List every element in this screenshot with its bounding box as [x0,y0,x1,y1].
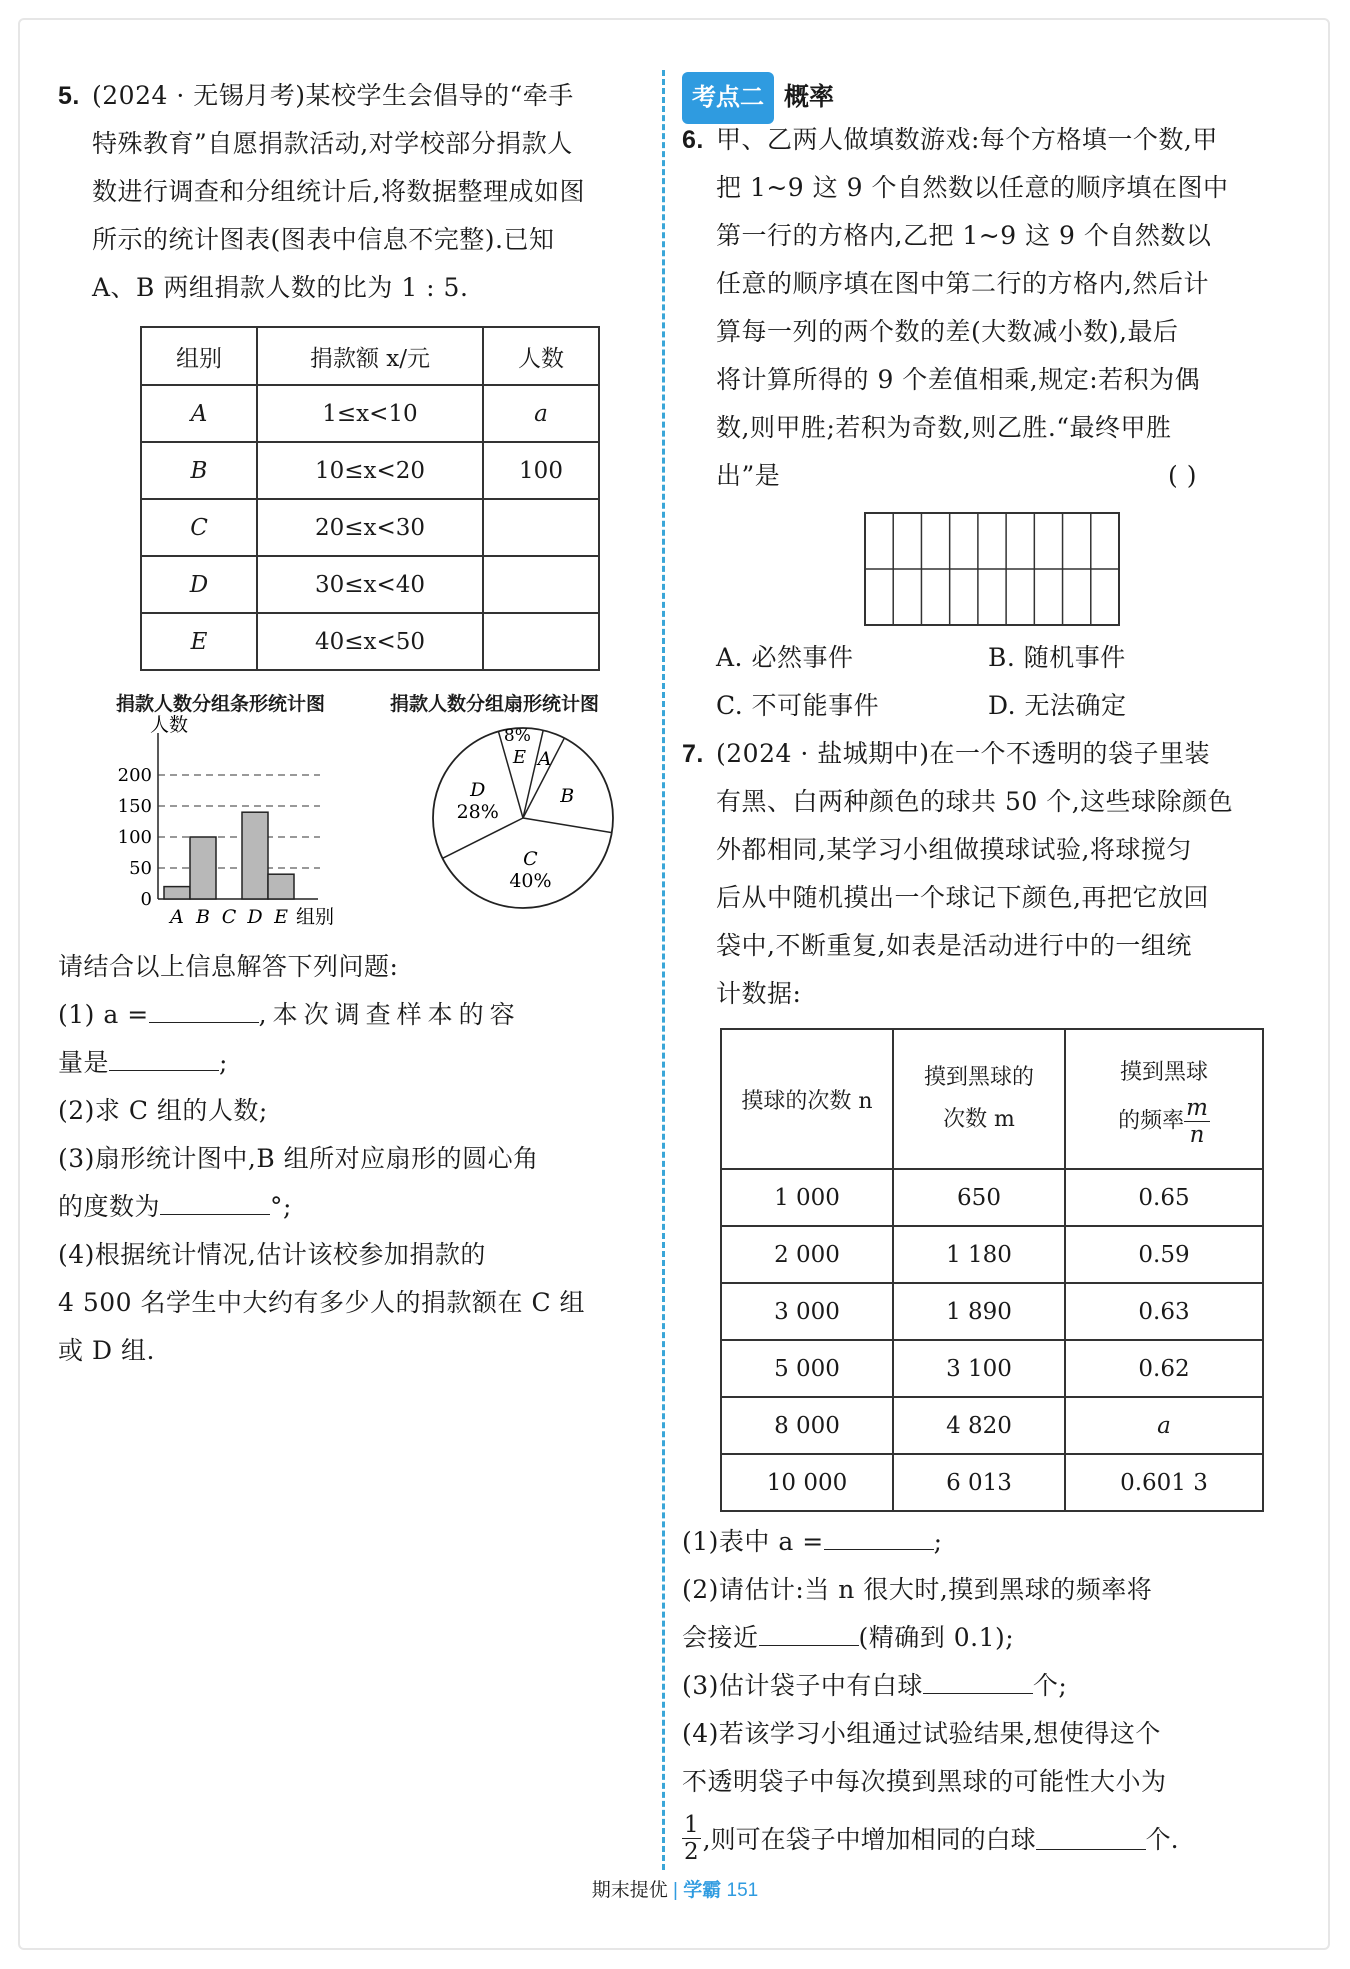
x-tick-label: A [170,906,184,928]
frac-denominator: 2 [684,1838,699,1865]
x-tick-label: E [274,906,288,928]
table-header: 摸球的次数 n [721,1029,893,1169]
table-cell: a [1065,1397,1263,1454]
table-cell: B [141,442,257,499]
y-tick-label: 100 [117,827,152,848]
pie-chart [428,723,618,913]
q6-number: 6. [682,126,704,154]
option-d[interactable]: D. 无法确定 [988,691,1127,720]
x-axis-label: 组别 [296,906,335,928]
q5-line-5: A、B 两组捐款人数的比为 1 : 5. [92,273,469,302]
page-footer: 期末提优 | 学霸 151 [591,1880,759,1901]
q6-line-2: 把 1~9 这 9 个自然数以任意的顺序填在图中 [716,173,1229,202]
q5-line-1: (2024 · 无锡月考)某校学生会倡导的“牵手 [92,81,574,110]
table-cell: 4 820 [893,1397,1065,1454]
table-cell: 10≤x<20 [257,442,483,499]
frac-numerator: 1 [684,1811,699,1838]
table-cell: 8 000 [721,1397,893,1454]
q7-table [720,1028,1264,1512]
table-cell: 6 013 [893,1454,1065,1511]
q7-sub4-a: (4)若该学习小组通过试验结果,想使得这个 [682,1719,1161,1748]
q5-sub1-a: (1) a = [58,1000,149,1029]
table-cell: a [483,385,599,442]
table-cell: 1 180 [893,1226,1065,1283]
q6-line-7: 数,则甲胜;若积为奇数,则乙胜.“最终甲胜 [716,413,1172,442]
pie-chart-title: 捐款人数分组扇形统计图 [390,694,600,715]
q7-line-4: 后从中随机摸出一个球记下颜色,再把它放回 [716,883,1209,912]
q7-line-3: 外都相同,某学习小组做摸球试验,将球搅匀 [716,835,1192,864]
q6-line-1: 甲、乙两人做填数游戏:每个方格填一个数,甲 [716,125,1218,154]
q6-line-3: 第一行的方格内,乙把 1~9 这 9 个自然数以 [716,221,1212,250]
q7-sub4-d: 个. [1145,1825,1179,1854]
section-header [682,72,1272,116]
table-cell: D [141,556,257,613]
column-divider [662,70,665,1870]
answer-blank[interactable] [1036,1848,1146,1850]
number-grid [864,512,1120,626]
table-row [721,1283,1263,1340]
q5-sub3-b: 的度数为 [58,1192,161,1221]
q5-sub3-a: (3)扇形统计图中,B 组所对应扇形的圆心角 [58,1144,539,1173]
q7-line-5: 袋中,不断重复,如表是活动进行中的一组统 [716,931,1192,960]
pie-label-E: E [512,747,526,769]
table-row [721,1397,1263,1454]
q7-sub2-a: (2)请估计:当 n 很大时,摸到黑球的频率将 [682,1575,1153,1604]
q6-line-6: 将计算所得的 9 个差值相乘,规定:若积为偶 [716,365,1201,394]
question-7 [682,730,1272,1870]
table-cell: 1 000 [721,1169,893,1226]
table-cell: C [141,499,257,556]
q7-sub2-c: (精确到 0.1); [858,1623,1015,1652]
q7-line-1: (2024 · 盐城期中)在一个不透明的袋子里装 [716,739,1210,768]
table-cell: 0.59 [1065,1226,1263,1283]
table-cell: 40≤x<50 [257,613,483,670]
answer-blank[interactable] [759,1644,859,1646]
q5-sub3-c: °; [270,1192,292,1221]
footer-book-title: 期末提优 [591,1880,668,1901]
table-cell: 5 000 [721,1340,893,1397]
answer-blank[interactable] [109,1069,219,1071]
table-cell: 0.63 [1065,1283,1263,1340]
q5-sub4-c: 或 D 组. [58,1336,155,1365]
q7-sub2-b: 会接近 [682,1623,759,1652]
table-cell: 3 100 [893,1340,1065,1397]
question-6 [682,116,1272,730]
pie-percent-D: 28% [456,801,499,824]
table-cell [483,556,599,613]
table-row [721,1226,1263,1283]
option-c[interactable]: C. 不可能事件 [716,691,880,720]
pie-label-C: C [523,847,538,870]
option-b[interactable]: B. 随机事件 [988,643,1126,672]
q7-sub1-a: (1)表中 a = [682,1527,824,1556]
left-column [58,72,648,1375]
q5-sub4-b: 4 500 名学生中大约有多少人的捐款额在 C 组 [58,1288,586,1317]
table-cell: 20≤x<30 [257,499,483,556]
q5-sub4-a: (4)根据统计情况,估计该校参加捐款的 [58,1240,486,1269]
table-header-row [721,1029,1263,1169]
q7-sub4-c: ,则可在袋子中增加相同的白球 [702,1825,1036,1854]
table-row [141,442,599,499]
q5-sub1-d: ; [219,1048,228,1077]
pie-percent-C: 40% [509,869,552,892]
table-cell: 1 890 [893,1283,1065,1340]
q7-sub3-a: (3)估计袋子中有白球 [682,1671,923,1700]
table-row [141,499,599,556]
question-5 [58,72,648,1375]
table-row [141,613,599,670]
table-row [721,1340,1263,1397]
bar-D [242,812,268,899]
table-cell: 0.62 [1065,1340,1263,1397]
q5-sub2: (2)求 C 组的人数; [58,1096,268,1125]
table-cell: 10 000 [721,1454,893,1511]
pie-label-D: D [470,779,486,802]
q5-table [140,326,600,671]
x-tick-label: B [196,906,210,928]
y-tick-label: 150 [117,796,152,817]
y-tick-label: 50 [129,858,152,879]
q5-line-2: 特殊教育”自愿捐款活动,对学校部分捐款人 [92,129,573,158]
section-title: 概率 [784,83,835,111]
option-a[interactable]: A. 必然事件 [716,643,854,672]
footer-brand: 学霸 [683,1880,722,1901]
q7-sub1-b: ; [933,1527,943,1556]
y-tick-label: 0 [140,889,152,910]
q7-line-2: 有黑、白两种颜色的球共 50 个,这些球除颜色 [716,787,1234,816]
answer-blank[interactable] [160,1213,270,1215]
q5-sub1-c: 量是 [58,1048,110,1077]
q5-number: 5. [58,82,80,110]
table-cell: A [141,385,257,442]
table-cell: E [141,613,257,670]
table-header [893,1029,1065,1169]
pie-percent-E: 8% [503,726,531,747]
table-header: 组别 [141,327,257,385]
bar-A [164,887,190,899]
answer-blank[interactable] [824,1548,934,1550]
q5-line-3: 数进行调查和分组统计后,将数据整理成如图 [92,177,585,206]
x-tick-label: D [247,906,263,928]
charts-area [58,689,648,939]
bar-chart-title: 捐款人数分组条形统计图 [116,694,326,715]
table-cell: 2 000 [721,1226,893,1283]
q6-line-8: 出”是 [716,461,781,490]
table-header: 人数 [483,327,599,385]
y-tick-label: 200 [117,765,152,786]
y-axis-label: 人数 [150,714,189,736]
q7-number: 7. [682,740,704,768]
table-row [721,1169,1263,1226]
bar-E [268,874,294,899]
table-cell: 0.601 3 [1065,1454,1263,1511]
table-cell: 1≤x<10 [257,385,483,442]
table-row [721,1454,1263,1511]
table-header [1065,1029,1263,1169]
table-cell: 650 [893,1169,1065,1226]
answer-blank[interactable] [149,1021,259,1023]
table-cell: 100 [483,442,599,499]
q7-sub3-b: 个; [1032,1671,1068,1700]
table-header-line: 摸到黑球的 [923,1065,1034,1090]
answer-paren[interactable]: ( ) [1168,461,1197,490]
frac-denominator: n [1189,1121,1205,1148]
table-cell: 30≤x<40 [257,556,483,613]
frac-numerator: m [1186,1094,1208,1121]
q5-line-4: 所示的统计图表(图表中信息不完整).已知 [92,225,555,254]
table-cell: 3 000 [721,1283,893,1340]
answer-blank[interactable] [923,1692,1033,1694]
q6-line-5: 算每一列的两个数的差(大数减小数),最后 [716,317,1179,346]
bar-chart [58,714,335,937]
q6-line-4: 任意的顺序填在图中第二行的方格内,然后计 [716,269,1209,298]
right-column [682,72,1272,1870]
table-cell: 0.65 [1065,1169,1263,1226]
table-header-line: 次数 m [943,1107,1015,1132]
table-header-line: 的频率 [1118,1108,1185,1133]
q5-sub1-b: ,本次调查样本的容 [258,1000,521,1029]
q7-sub4-b: 不透明袋子中每次摸到黑球的可能性大小为 [682,1767,1167,1796]
table-cell [483,613,599,670]
table-row [141,556,599,613]
pie-label-B: B [560,784,575,807]
q7-line-6: 计数据: [716,979,802,1008]
table-header-line: 摸到黑球 [1119,1059,1208,1085]
table-cell [483,499,599,556]
q5-prompt: 请结合以上信息解答下列问题: [58,952,399,981]
bar-B [190,837,216,899]
section-badge: 考点二 [682,72,774,124]
table-header-row [141,327,599,385]
table-header: 捐款额 x/元 [257,327,483,385]
x-tick-label: C [221,906,237,928]
pie-label-A: A [537,747,552,770]
table-row [141,385,599,442]
page-number: 151 [726,1880,759,1901]
